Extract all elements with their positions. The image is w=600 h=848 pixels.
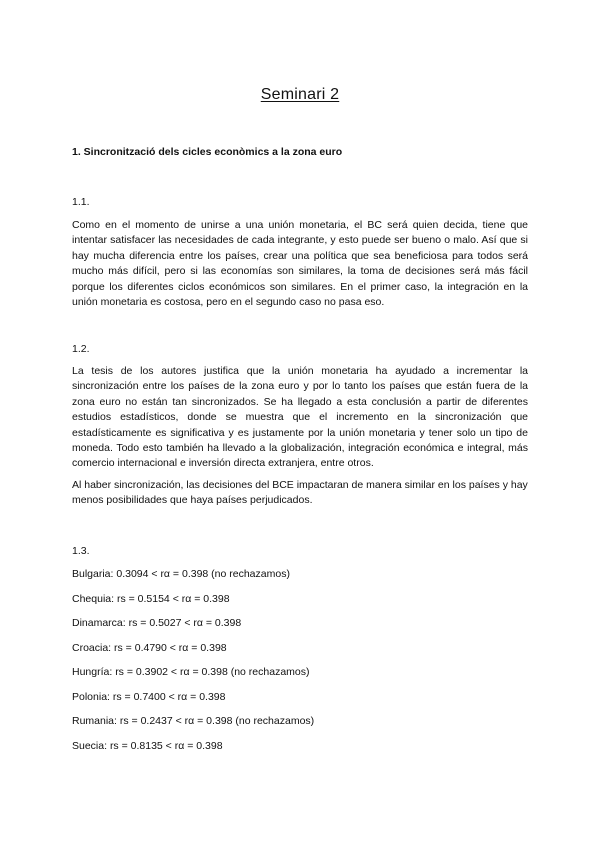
result-line-hungria: Hungría: rs = 0.3902 < rα = 0.398 (no rechazamos) [72,666,310,678]
subsection-1-1-label: 1.1. [72,196,90,208]
result-line-suecia: Suecia: rs = 0.8135 < rα = 0.398 [72,740,223,752]
paragraph-1-2a: La tesis de los autores justifica que la unión monetaria ha ayudado a incrementar la sincronización entre los países de la zona euro y por lo tanto los países que están fuera de la zona euro no están tan sincronizados. Se ha llegado a esta conclusión a partir de diferentes estudios estadísticos, donde se muestra que el incremento en la sincronización que estadísticamente es significativa y es justamente por la unión monetaria y tener solo un tipo de moneda. Todo esto también ha llevado a la globalización, integración económica e integral, más comercio internacional e inversión directa extranjera, entre otros. [72,365,528,470]
page-title: Seminari 2 [260,86,340,103]
result-line-croacia: Croacia: rs = 0.4790 < rα = 0.398 [72,642,227,654]
section-heading: 1. Sincronització dels cicles econòmics a la zona euro [72,146,343,158]
result-line-rumania: Rumania: rs = 0.2437 < rα = 0.398 (no rechazamos) [72,715,315,727]
subsection-1-3-label: 1.3. [72,545,90,557]
result-line-polonia: Polonia: rs = 0.7400 < rα = 0.398 [72,691,226,703]
subsection-1-2-label: 1.2. [72,343,90,355]
paragraph-1-2b: Al haber sincronización, las decisiones del BCE impactaran de manera similar en los países y hay menos posibilidades que haya países perjudicados. [72,479,528,507]
result-line-dinamarca: Dinamarca: rs = 0.5027 < rα = 0.398 [72,617,242,629]
result-line-bulgaria: Bulgaria: 0.3094 < rα = 0.398 (no rechazamos) [72,568,290,580]
paragraph-1-1: Como en el momento de unirse a una unión monetaria, el BC será quien decida, tiene que intentar satisfacer las necesidades de cada integrante, y esto puede ser bueno o malo. Así que si hay mucha diferencia entre los países, crear una política que sea beneficiosa para todos será mucho más difícil, pero si las economías son similares, la toma de decisiones será más fácil porque los diferentes ciclos económicos son similares. En el primer caso, la integración en la unión monetaria es costosa, pero en el segundo caso no pasa eso. [72,219,528,309]
result-line-chequia: Chequia: rs = 0.5154 < rα = 0.398 [72,593,230,605]
